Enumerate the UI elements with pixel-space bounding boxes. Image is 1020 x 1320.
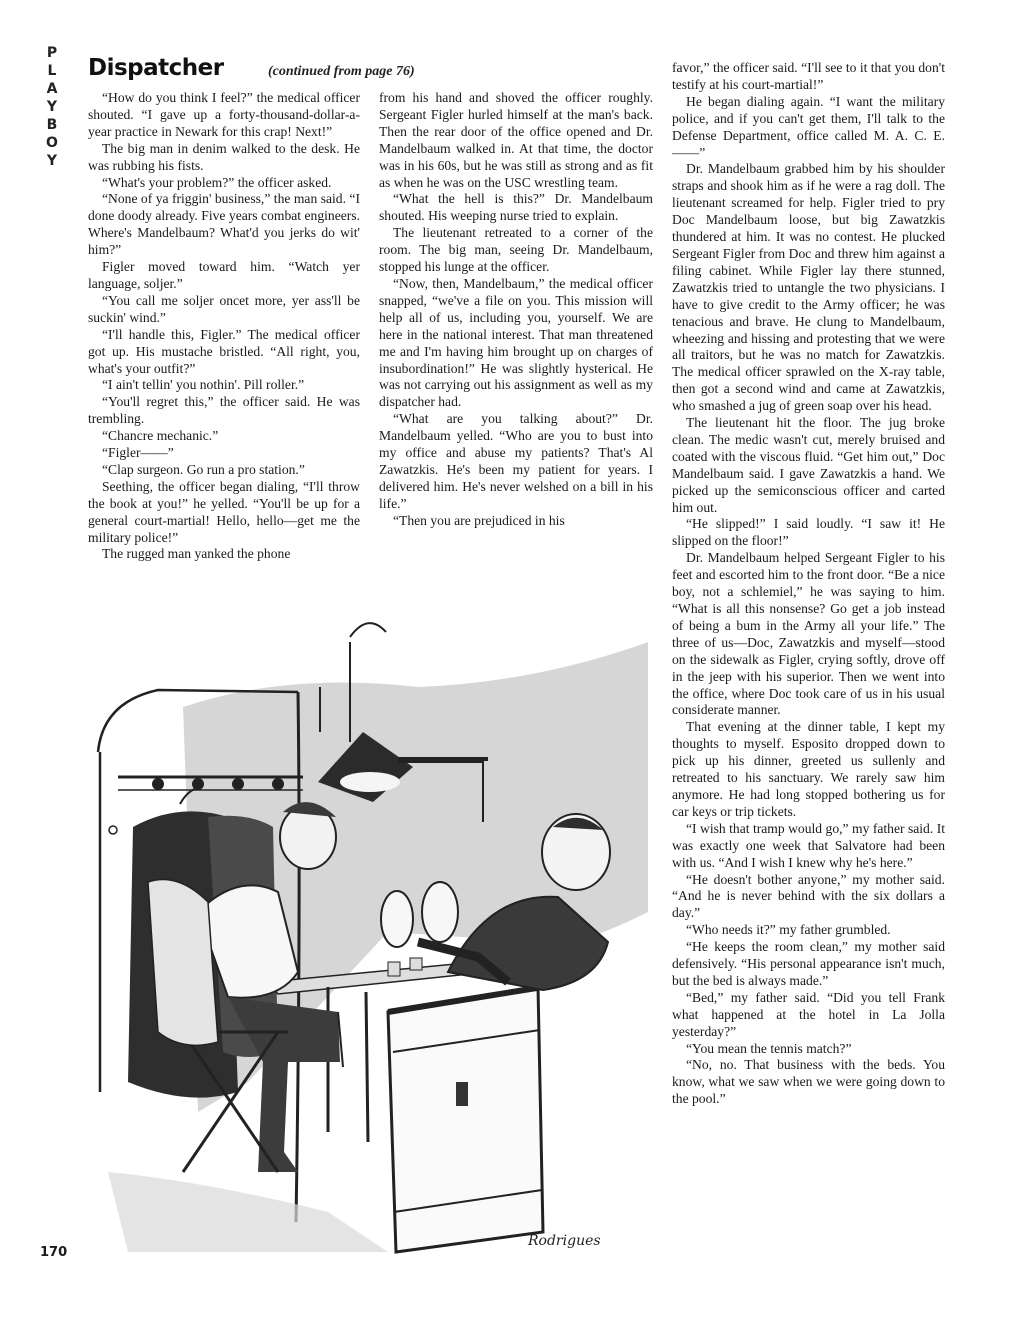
paragraph: “I'll handle this, Figler.” The medical officer got up. His mustache bristled. “All right, you, what's your outfit?” xyxy=(88,326,360,376)
paragraph: “What are you talking about?” Dr. Mandelbaum yelled. “Who are you to bust into my office and abuse my patients? That's Al Zawatzkis. He's been my patient for years. I delivered him. He's never welshed on a bill in his life.” xyxy=(379,411,653,511)
text-column-2 xyxy=(379,90,653,530)
paragraph: from his hand and shoved the officer roughly. Sergeant Figler hurled himself at the man's back. Then the rear door of the office opened and Dr. Mandelbaum walked in. At that time, the doctor was in his 60s, but he was still as strong and as fit as when he was on the USC wrestling team. xyxy=(379,90,653,190)
magazine-masthead xyxy=(40,44,64,170)
paragraph: “He keeps the room clean,” my mother said defensively. “His personal appearance isn't much, but the bed is always made.” xyxy=(672,939,945,988)
paragraph: He began dialing again. “I want the military police, and if you can't get them, I'll talk to the Defense Department, office called M. A. C. E.——” xyxy=(672,93,945,160)
paragraph: “I wish that tramp would go,” my father said. It was exactly one week that Salvatore had been with us. “And I wish I knew why he's here.” xyxy=(672,820,945,870)
article-title: Dispatcher xyxy=(88,55,224,81)
paragraph: That evening at the dinner table, I kept my thoughts to myself. Esposito dropped down to pick up his dinner, greeted us sullenly and retreated to his sanctuary. We rarely saw him anymore. He had long stopped bothering us for car keys or trip tickets. xyxy=(672,719,945,819)
paragraph: “He slipped!” I said loudly. “I saw it! He slipped on the floor!” xyxy=(672,516,945,549)
paragraph: “You'll regret this,” the officer said. He was trembling. xyxy=(88,394,360,427)
paragraph: “How do you think I feel?” the medical officer shouted. “I gave up a forty-thousand-dollar-a-year practice in Newark for this crap! Next!” xyxy=(88,90,360,139)
masthead-letter: L xyxy=(47,63,57,79)
paragraph: “Chancre mechanic.” xyxy=(102,428,219,444)
artist-signature: Rodrigues xyxy=(528,1233,601,1249)
paragraph: The big man in denim walked to the desk. He was rubbing his fists. xyxy=(88,140,360,173)
paragraph: Figler moved toward him. “Watch yer language, soljer.” xyxy=(88,259,360,291)
paragraph: “You call me soljer oncet more, yer ass'll be suckin' wind.” xyxy=(88,292,360,325)
paragraph: Seething, the officer began dialing, “I'll throw the book at you!” he yelled. “You'll be up for a general court-martial! Hello, hello—get me the military police!” xyxy=(88,478,360,545)
paragraph: “What the hell is this?” Dr. Mandelbaum shouted. His weeping nurse tried to explain. xyxy=(379,191,653,224)
masthead-letter: Y xyxy=(46,99,58,115)
masthead-letter: B xyxy=(46,117,58,133)
masthead-letter: O xyxy=(46,135,58,151)
text-column-3 xyxy=(672,60,945,1108)
text-column-1 xyxy=(88,90,360,563)
paragraph: Dr. Mandelbaum helped Sergeant Figler to his feet and escorted him to the front door. “Be a nice boy, not a schlemiel,” he was saying to him. “What is all this nonsense? Go get a job instead of being a bum in the Army all your life.” The three of us—Doc, Zawatzkis and myself—stood on the sidewalk as Figler, crying softly, drove off in the jeep with his superior. Then we went into the office, where Doc took care of us in his usual considerate manner. xyxy=(672,550,945,718)
paragraph: favor,” the officer said. “I'll see to it that you don't testify at his court-martial!” xyxy=(672,60,945,92)
paragraph: “Now, then, Mandelbaum,” the medical officer snapped, “we've a file on you. This mission will help all of us, including you, yourself. We are here in the national interest. That man threatened me and I'm having him brought up on charges of insubordination!” He was slightly hysterical. He was not carrying out his assignment as well as my dispatcher had. xyxy=(379,275,653,410)
paragraph: “I ain't tellin' you nothin'. Pill roller.” xyxy=(102,377,305,393)
masthead-letter: A xyxy=(46,81,58,97)
paragraph: “None of ya friggin' business,” the man said. “I done doody already. Five years combat engineers. Where's Mandelbaum? What'd you jerks do wit' him?” xyxy=(88,191,360,258)
masthead-letter: P xyxy=(46,45,58,61)
paragraph: The lieutenant retreated to a corner of the room. The big man, seeing Dr. Mandelbaum, stopped his lunge at the officer. xyxy=(379,225,653,275)
cartoon-illustration xyxy=(88,612,653,1262)
paragraph: “Clap surgeon. Go run a pro station.” xyxy=(102,461,305,477)
paragraph: “Then you are prejudiced in his xyxy=(393,512,565,528)
paragraph: “What's your problem?” the officer asked. xyxy=(102,174,332,190)
paragraph: The rugged man yanked the phone xyxy=(102,546,291,562)
paragraph: “No, no. That business with the beds. You know, what we saw when we were going down to the pool.” xyxy=(672,1057,945,1107)
continued-note: (continued from page 76) xyxy=(268,64,415,79)
page-number: 170 xyxy=(40,1245,68,1260)
paragraph: Dr. Mandelbaum grabbed him by his shoulder straps and shook him as if he were a rag doll. The lieutenant screamed for help. Figler tried to pry Doc Mandelbaum loose, but big Zawatzkis thundered at him. It was no contest. He plucked Sergeant Figler from Doc and threw him against a filing cabinet. While Figler lay there stunned, Zawatzkis tried to untangle the two physicians. I have to give credit to the Army officer; he was tenacious and brave. He clung to Mandelbaum, wheezing and hissing and protesting that we were all traitors, but he was no match for Zawatzkis. The medical officer sprawled on the X-ray table, then got a second wind and came at Zawatzkis, who smashed a jug of green soap over his head. xyxy=(672,161,945,414)
paragraph: “Bed,” my father said. “Did you tell Frank what happened at the hotel in La Jolla yesterday?” xyxy=(672,989,945,1039)
paragraph: The lieutenant hit the floor. The jug broke clean. The medic wasn't cut, merely bruised and coated with the viscous fluid. “Get him out,” Doc Mandelbaum said. I gave Zawatzkis a hand. We picked up the semiconscious officer and carted him out. xyxy=(672,415,945,515)
paragraph: “You mean the tennis match?” xyxy=(686,1040,852,1056)
paragraph: “He doesn't bother anyone,” my mother said. “And he is never behind with the six dollars a day.” xyxy=(672,871,945,921)
masthead-letter: Y xyxy=(46,153,58,169)
paragraph: “Who needs it?” my father grumbled. xyxy=(686,922,891,938)
paragraph: “Figler——” xyxy=(102,445,174,461)
